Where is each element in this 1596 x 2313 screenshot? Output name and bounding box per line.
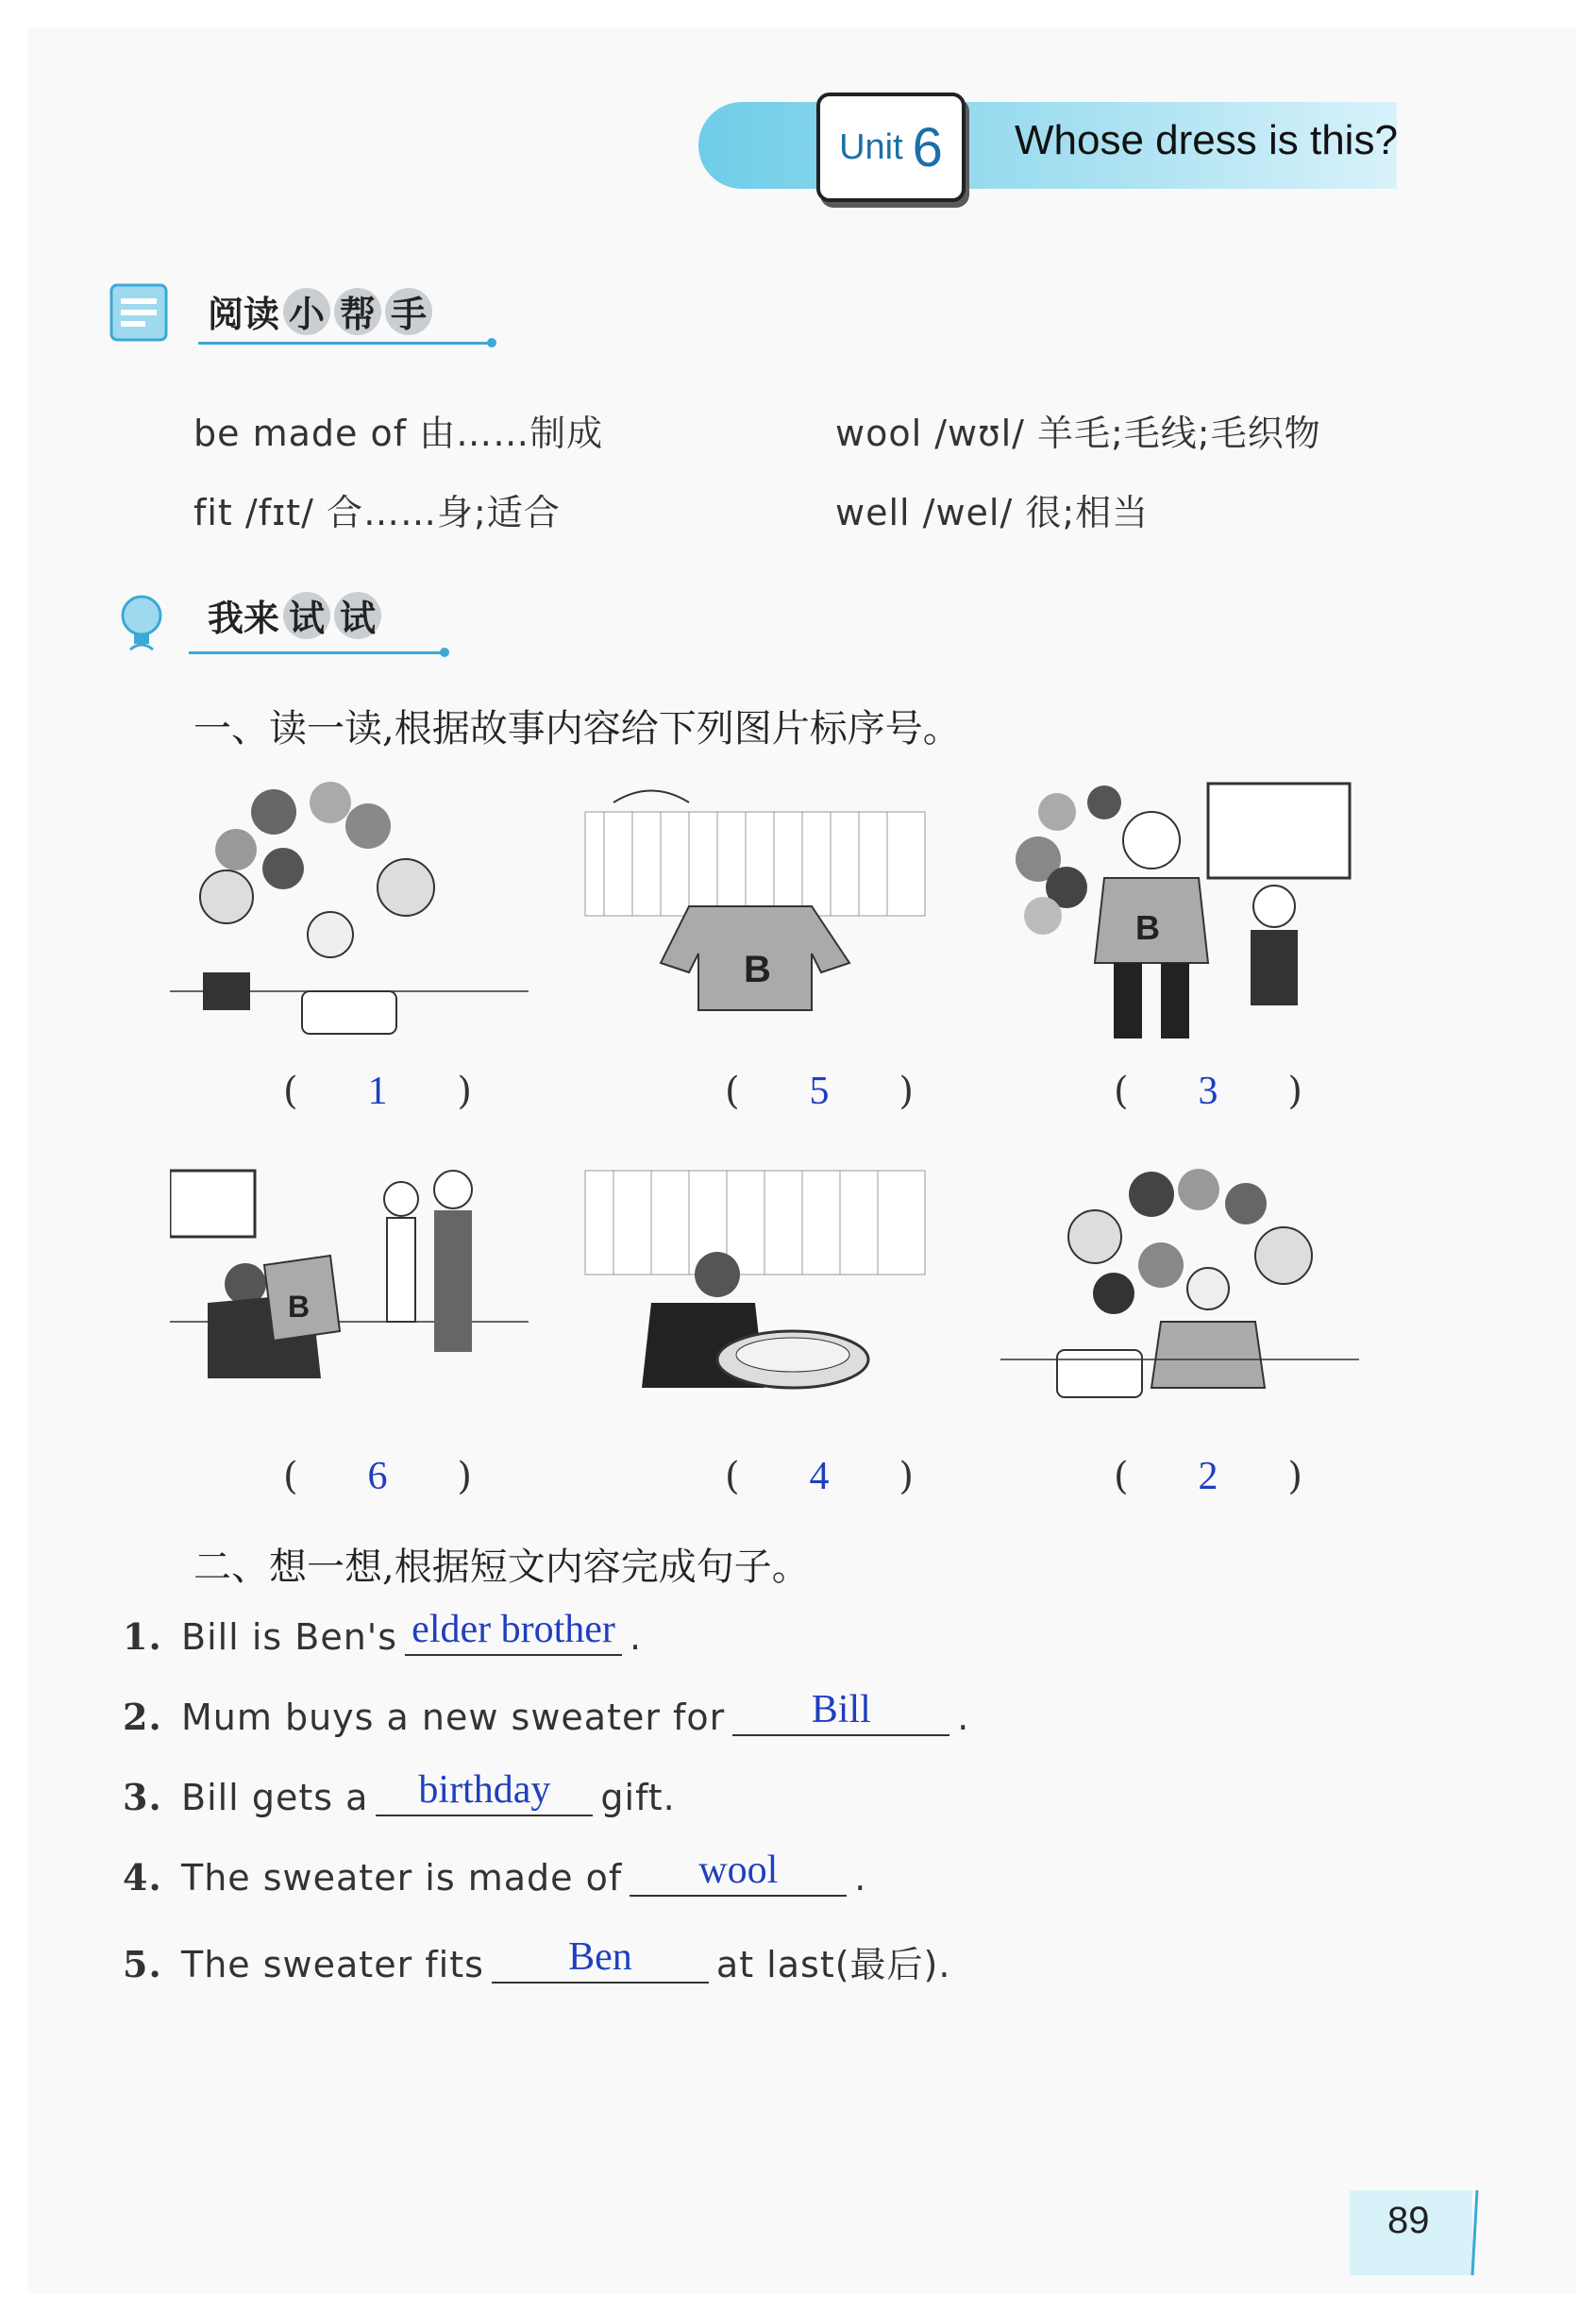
unit-word: Unit	[839, 127, 903, 167]
svg-text:B: B	[288, 1290, 311, 1324]
vocab-item: be made of 由……制成	[193, 413, 604, 454]
answer-slot: ( 5 )	[725, 1070, 914, 1113]
section-heading-text: 我来	[208, 598, 280, 639]
sentence-text: .	[957, 1697, 970, 1738]
lightbulb-icon	[104, 585, 179, 661]
svg-text:B: B	[1135, 908, 1160, 947]
sentence-text: The sweater is made of	[181, 1857, 623, 1899]
heading-char-dot: 试	[334, 592, 381, 639]
item-number: 3.	[123, 1776, 162, 1818]
sentence-item	[123, 1608, 643, 1663]
sentence-text: Bill is Ben's	[181, 1616, 398, 1658]
part2-instruction: 二、想一想,根据短文内容完成句子。	[193, 1545, 810, 1589]
sentence-text: The sweater fits	[181, 1944, 484, 1985]
picture-birthday-party	[170, 774, 529, 1057]
book-icon	[104, 274, 179, 349]
item-number: 1.	[123, 1615, 162, 1658]
heading-char-dot: 手	[385, 288, 432, 335]
item-number: 5.	[123, 1943, 162, 1985]
answer-1: 1	[367, 1070, 388, 1113]
page-number: 89	[1387, 2200, 1430, 2241]
answer-4: 6	[367, 1455, 388, 1498]
answer-blank: elder brother	[405, 1607, 622, 1656]
sentence-text: gift.	[600, 1777, 676, 1818]
unit-title: Whose dress is this?	[1015, 117, 1398, 163]
heading-underline	[189, 651, 444, 654]
answer-5: 4	[809, 1455, 830, 1498]
picture-boy-sweater	[1000, 774, 1359, 1057]
answer-blank: Ben	[492, 1934, 709, 1984]
part1-instruction: 一、读一读,根据故事内容给下列图片标序号。	[193, 707, 961, 751]
sentence-text: .	[854, 1857, 867, 1899]
answer-blank: Bill	[732, 1687, 949, 1736]
heading-char-dot: 试	[283, 592, 330, 639]
vocab-item: wool /wʊl/ 羊毛;毛线;毛织物	[835, 413, 1321, 454]
sentence-text: at last(最后).	[715, 1944, 951, 1985]
answer-2: 5	[809, 1070, 830, 1113]
sentence-item	[123, 1768, 676, 1824]
sentence-text: Mum buys a new sweater for	[181, 1697, 726, 1738]
picture-try-sweater	[170, 1161, 529, 1444]
sentence-item	[123, 1935, 950, 1991]
answer-blank: birthday	[376, 1767, 593, 1816]
heading-underline	[198, 342, 491, 345]
sentence-item	[123, 1849, 867, 1904]
section-heading-try	[104, 585, 462, 661]
picture-washing-sweater	[576, 1161, 934, 1444]
heading-char-dot: 小	[283, 288, 330, 335]
svg-text:B: B	[744, 949, 771, 990]
answer-6: 2	[1198, 1455, 1218, 1498]
answer-slot: ( 6 )	[283, 1455, 472, 1498]
sentence-text: Bill gets a	[181, 1777, 369, 1818]
heading-char-dot: 帮	[334, 288, 381, 335]
picture-sweater-garden	[576, 774, 934, 1057]
vocab-item: fit /fɪt/ 合……身;适合	[193, 492, 561, 533]
unit-badge	[816, 93, 966, 202]
answer-slot: ( 1 )	[283, 1070, 472, 1113]
unit-number: 6	[912, 116, 943, 178]
answer-slot: ( 3 )	[1114, 1070, 1302, 1113]
item-number: 4.	[123, 1856, 162, 1899]
section-heading-reading	[104, 274, 500, 349]
answer-slot: ( 2 )	[1114, 1455, 1302, 1498]
answer-blank: wool	[630, 1848, 847, 1897]
section-heading-text: 阅读	[208, 294, 280, 335]
picture-gift-sweater	[1000, 1161, 1359, 1444]
answer-3: 3	[1198, 1070, 1218, 1113]
item-number: 2.	[123, 1696, 162, 1738]
sentence-text: .	[630, 1616, 643, 1658]
answer-slot: ( 4 )	[725, 1455, 914, 1498]
sentence-item	[123, 1688, 970, 1744]
vocab-item: well /wel/ 很;相当	[835, 492, 1150, 533]
